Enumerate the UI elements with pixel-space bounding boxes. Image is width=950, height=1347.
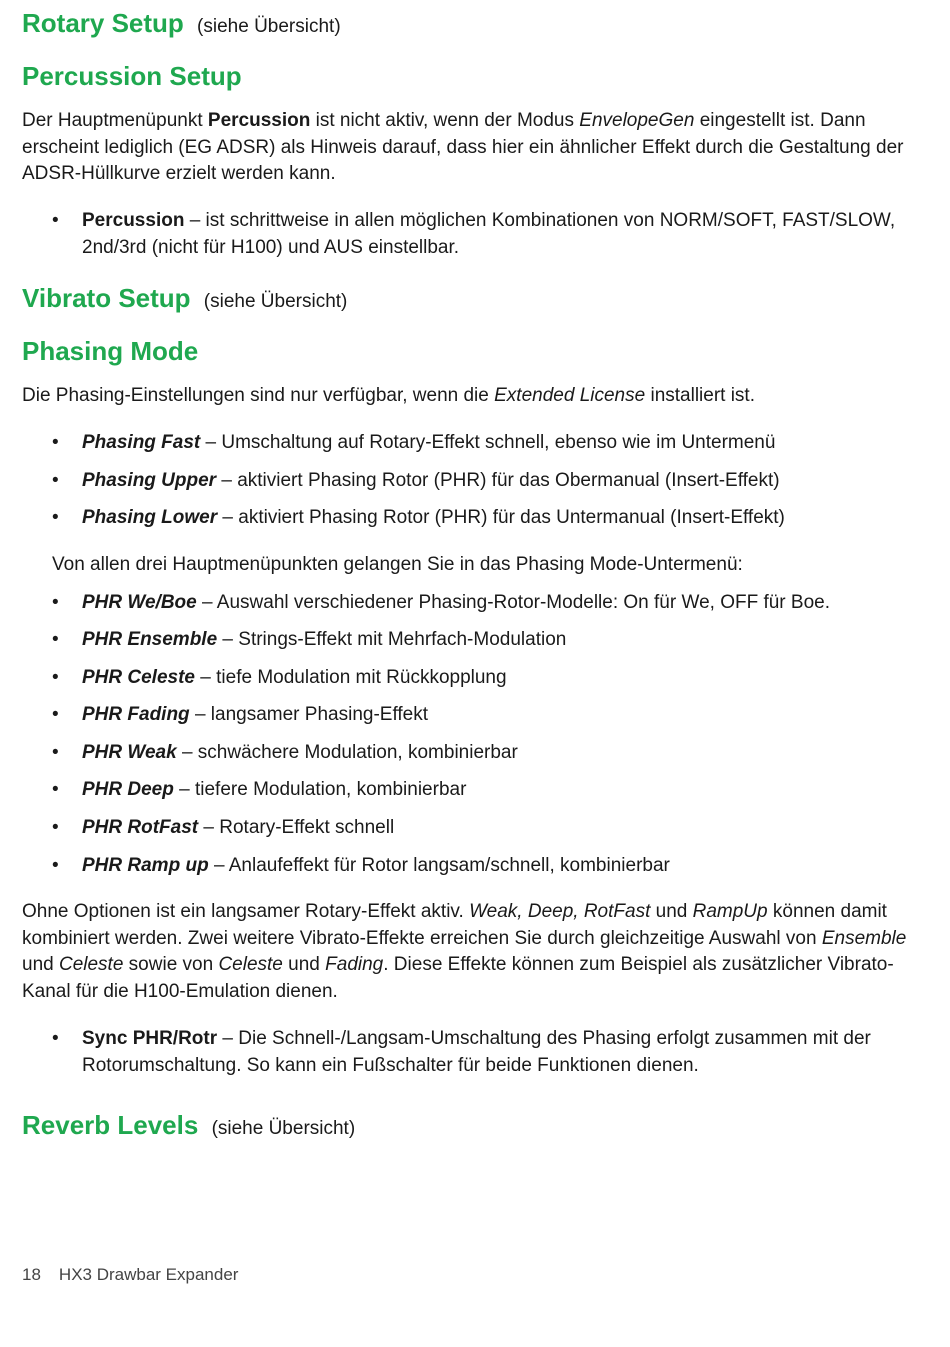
- heading-phasing-title: Phasing Mode: [22, 336, 199, 366]
- text-run-italic: EnvelopeGen: [579, 110, 695, 131]
- list-term: PHR Ensemble: [82, 629, 218, 650]
- list-text: – langsamer Phasing-Effekt: [189, 704, 429, 725]
- bullet-icon: •: [52, 817, 59, 838]
- bullet-icon: •: [52, 210, 59, 231]
- text-run: Die Phasing-Einstellungen sind nur verfügbar, wenn die: [22, 385, 495, 406]
- heading-reverb-title: Reverb Levels: [22, 1110, 199, 1140]
- list-term: PHR We/Boe: [82, 592, 197, 613]
- heading-vibrato-note: (siehe Übersicht): [203, 291, 348, 312]
- bullet-icon: •: [52, 742, 59, 763]
- list-term: Sync PHR/Rotr: [82, 1028, 218, 1049]
- bullet-icon: •: [52, 779, 59, 800]
- phasing-paragraph: [22, 899, 922, 1005]
- bullet-icon: •: [52, 704, 59, 725]
- list-term: PHR Ramp up: [82, 855, 209, 876]
- text-run: eingestellt ist. Dann erscheint lediglich (EG ADSR) als Hinweis darauf, dass hier ein ähnlicher Effekt durch die Gestaltung der ADSR-Hüllkurve erzielt werden kann.: [22, 110, 904, 184]
- list-term: Percussion: [82, 210, 185, 231]
- list-text: – tiefe Modulation mit Rückkopplung: [195, 667, 507, 688]
- bullet-icon: •: [52, 1028, 59, 1049]
- list-term: PHR Weak: [82, 742, 177, 763]
- page-number: 18: [22, 1265, 41, 1284]
- heading-reverb-note: (siehe Übersicht): [211, 1118, 356, 1139]
- heading-phasing-mode: [22, 336, 922, 366]
- list-text: – tiefere Modulation, kombinierbar: [173, 779, 467, 800]
- text-run: installiert ist.: [645, 385, 755, 406]
- heading-percussion-title: Percussion Setup: [22, 61, 242, 91]
- heading-percussion-setup: [22, 61, 922, 91]
- bullet-icon: •: [52, 592, 59, 613]
- list-text: – aktiviert Phasing Rotor (PHR) für das Obermanual (Insert-Effekt): [216, 470, 780, 491]
- text-run: können damit kombiniert werden. Zwei weitere Vibrato-Effekte erreichen Sie durch gleichzeitige Auswahl von: [22, 901, 887, 949]
- list-text: – Umschaltung auf Rotary-Effekt schnell, ebenso wie im Untermenü: [200, 432, 776, 453]
- text-run: und: [282, 954, 326, 975]
- list-term: PHR Celeste: [82, 667, 195, 688]
- submenu-intro: [52, 552, 902, 579]
- text-run: Ohne Optionen ist ein langsamer Rotary-Effekt aktiv.: [22, 901, 470, 922]
- list-text: – schwächere Modulation, kombinierbar: [176, 742, 518, 763]
- list-text: – ist schrittweise in allen möglichen Kombinationen von NORM/SOFT, FAST/SLOW, 2nd/3rd (nicht für H100) und AUS einstellbar.: [82, 210, 896, 258]
- list-term: Phasing Fast: [82, 432, 201, 453]
- heading-rotary-setup: [22, 8, 922, 42]
- text-run: ist nicht aktiv, wenn der Modus: [310, 110, 580, 131]
- text-run: . Diese Effekte können zum Beispiel als zusätzlicher Vibrato-Kanal für die H100-Emulation dienen.: [22, 954, 894, 1002]
- bullet-icon: •: [52, 470, 59, 491]
- percussion-paragraph: [22, 108, 922, 188]
- text-run-italic: Weak, Deep, RotFast: [469, 901, 651, 922]
- text-run-italic: Extended License: [494, 385, 646, 406]
- list-term: PHR Fading: [82, 704, 190, 725]
- bullet-icon: •: [52, 855, 59, 876]
- submenu-intro-text: Von allen drei Hauptmenüpunkten gelangen Sie in das Phasing Mode-Untermenü:: [52, 554, 743, 575]
- text-run-italic: Ensemble: [821, 927, 907, 949]
- heading-rotary-note: (siehe Übersicht): [197, 16, 341, 37]
- bullet-icon: •: [52, 629, 59, 650]
- phasing-intro: [22, 383, 922, 410]
- list-text: – Die Schnell-/Langsam-Umschaltung des Phasing erfolgt zusammen mit der Rotorumschaltung. So kann ein Fußschalter für beide Funktionen dienen.: [82, 1028, 871, 1076]
- text-run-italic: Fading: [325, 954, 384, 975]
- list-text: – Auswahl verschiedener Phasing-Rotor-Modelle: On für We, OFF für Boe.: [196, 592, 830, 613]
- list-text: – aktiviert Phasing Rotor (PHR) für das Untermanual (Insert-Effekt): [217, 507, 785, 528]
- text-run: und: [22, 954, 59, 975]
- heading-vibrato-title: Vibrato Setup: [22, 283, 191, 313]
- footer-title: HX3 Drawbar Expander: [58, 1265, 239, 1284]
- bullet-icon: •: [52, 432, 59, 453]
- bullet-icon: •: [52, 507, 59, 528]
- heading-rotary-title: Rotary Setup: [22, 8, 184, 38]
- list-term: PHR RotFast: [82, 817, 199, 838]
- list-term: Phasing Lower: [82, 507, 218, 528]
- text-run: sowie von: [123, 954, 219, 975]
- bullet-icon: •: [52, 667, 59, 688]
- text-run: und: [650, 901, 693, 922]
- text-run-italic: Celeste: [58, 954, 124, 975]
- text-run-italic: RampUp: [692, 901, 768, 922]
- text-run-bold: Percussion: [207, 110, 311, 131]
- page-footer: [22, 1265, 238, 1285]
- list-term: Phasing Upper: [82, 470, 217, 491]
- list-text: – Anlaufeffekt für Rotor langsam/schnell, kombinierbar: [208, 855, 670, 876]
- heading-reverb-levels: [22, 1110, 922, 1144]
- list-text: – Rotary-Effekt schnell: [198, 817, 395, 838]
- list-term: PHR Deep: [82, 779, 174, 800]
- heading-vibrato-setup: [22, 283, 922, 317]
- list-text: – Strings-Effekt mit Mehrfach-Modulation: [217, 629, 567, 650]
- text-run: Der Hauptmenüpunkt: [22, 110, 208, 131]
- text-run-italic: Celeste: [218, 954, 283, 975]
